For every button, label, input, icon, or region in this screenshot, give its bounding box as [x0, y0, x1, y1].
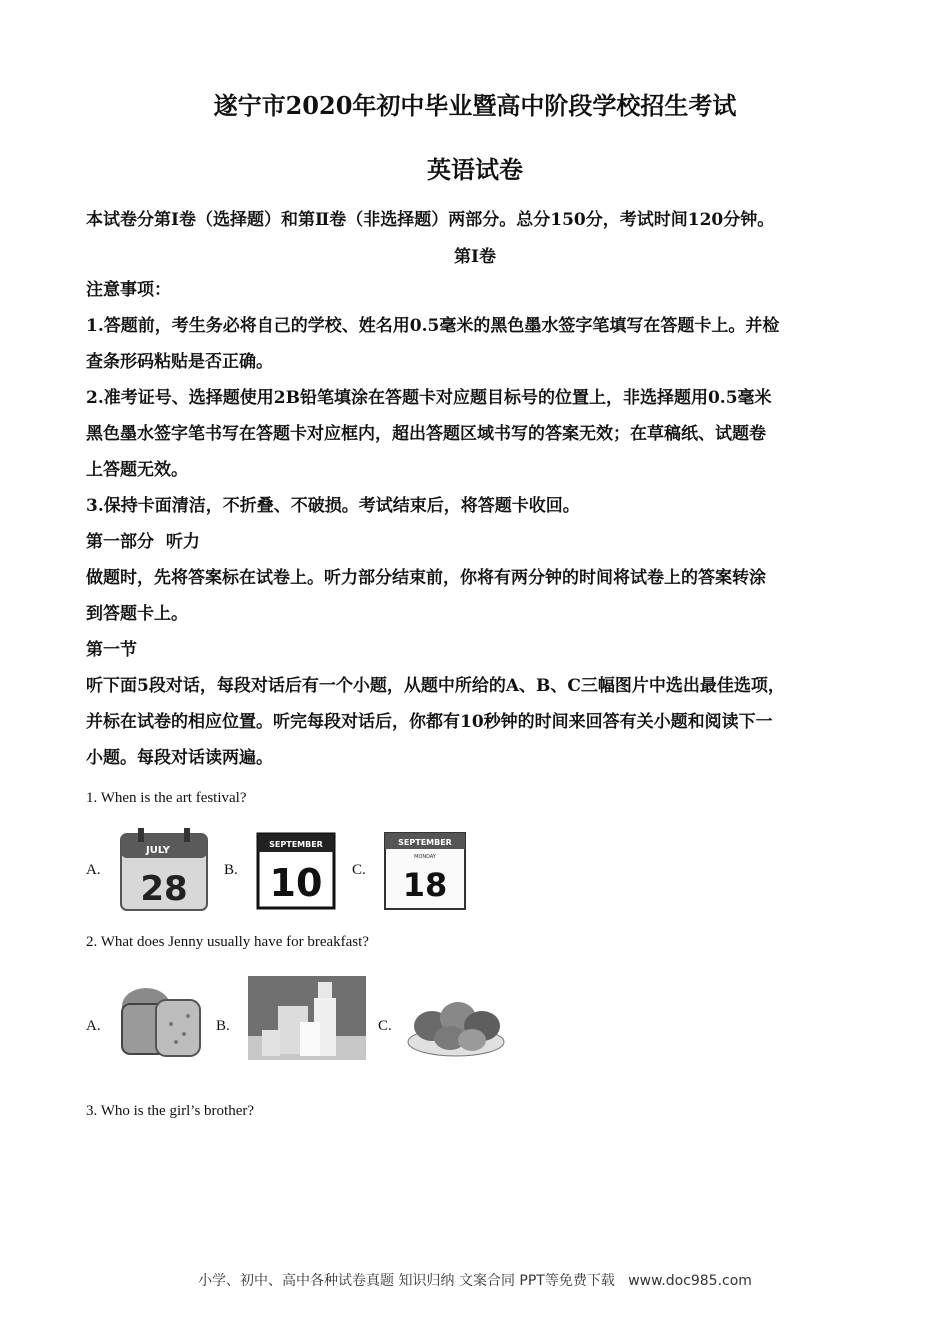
q1a-month: JULY: [146, 845, 170, 856]
page-footer: 小学、初中、高中各种试卷真题 知识归纳 文案合同 PPT等免费下载 www.doc985.com: [198, 1273, 752, 1289]
section1-instruction-line-3: 小题。每段对话读两遍。: [86, 748, 273, 768]
calendar-icon: [382, 830, 468, 912]
question-3: 3. Who is the girl’s brother?: [86, 1103, 255, 1119]
question-2: 2. What does Jenny usually have for breakfast?: [86, 934, 369, 950]
calendar-icon: [254, 828, 338, 912]
milk-icon: [248, 976, 366, 1060]
bread-icon: [116, 984, 204, 1060]
buns-icon: [406, 986, 506, 1060]
question-1: 1. When is the art festival?: [86, 790, 247, 806]
q1b-month: SEPTEMBER: [269, 840, 323, 849]
section1-instruction-line-1: 听下面5段对话，每段对话后有一个小题，从题中所给的A、B、C三幅图片中选出最佳选项，: [86, 676, 785, 696]
part1-instruction-line-2: 到答题卡上。: [86, 604, 188, 624]
q1a-day: 28: [140, 869, 188, 909]
q1c-day: 18: [402, 866, 448, 904]
note-2-line-2: 黑色墨水签字笔书写在答题卡对应框内，超出答题区域书写的答案无效；在草稿纸、试题卷: [86, 424, 766, 444]
note-2-line-3: 上答题无效。: [86, 460, 188, 480]
q1-option-b-label: B.: [224, 862, 238, 878]
q1b-day: 10: [269, 861, 323, 905]
q1-option-c-label: C.: [352, 862, 366, 878]
section1-heading: 第一节: [86, 640, 137, 660]
volume-label: 第Ⅰ卷: [454, 247, 496, 267]
intro-text: 本试卷分第Ⅰ卷（选择题）和第Ⅱ卷（非选择题）两部分。总分150分，考试时间120分钟。: [86, 210, 775, 230]
notes-heading: 注意事项：: [86, 280, 171, 300]
q1c-weekday: MONDAY: [414, 854, 436, 860]
q2-option-c-label: C.: [378, 1018, 392, 1034]
part1-heading: 第一部分 听力: [86, 532, 200, 552]
page-title: 遂宁市2020年初中毕业暨高中阶段学校招生考试: [213, 91, 737, 120]
q2-option-b-label: B.: [216, 1018, 230, 1034]
note-1-line-2: 查条形码粘贴是否正确。: [86, 352, 273, 372]
q2-option-a-label: A.: [86, 1018, 101, 1034]
notes-section: [86, 272, 886, 776]
note-1-line-1: 1.答题前，考生务必将自己的学校、姓名用0.5毫米的黑色墨水签字笔填写在答题卡上。并检: [86, 316, 780, 336]
part1-instruction-line-1: 做题时，先将答案标在试卷上。听力部分结束前，你将有两分钟的时间将试卷上的答案转涂: [86, 568, 766, 588]
note-3: 3.保持卡面清洁，不折叠、不破损。考试结束后，将答题卡收回。: [86, 496, 580, 516]
q1-option-a-label: A.: [86, 862, 101, 878]
calendar-icon: [118, 826, 210, 912]
section1-instruction-line-2: 并标在试卷的相应位置。听完每段对话后，你都有10秒钟的时间来回答有关小题和阅读下一: [86, 712, 773, 732]
page-subtitle: 英语试卷: [427, 155, 523, 184]
q1c-month: SEPTEMBER: [398, 838, 452, 847]
note-2-line-1: 2.准考证号、选择题使用2B铅笔填涂在答题卡对应题目标号的位置上，非选择题用0.5毫米: [86, 388, 772, 408]
